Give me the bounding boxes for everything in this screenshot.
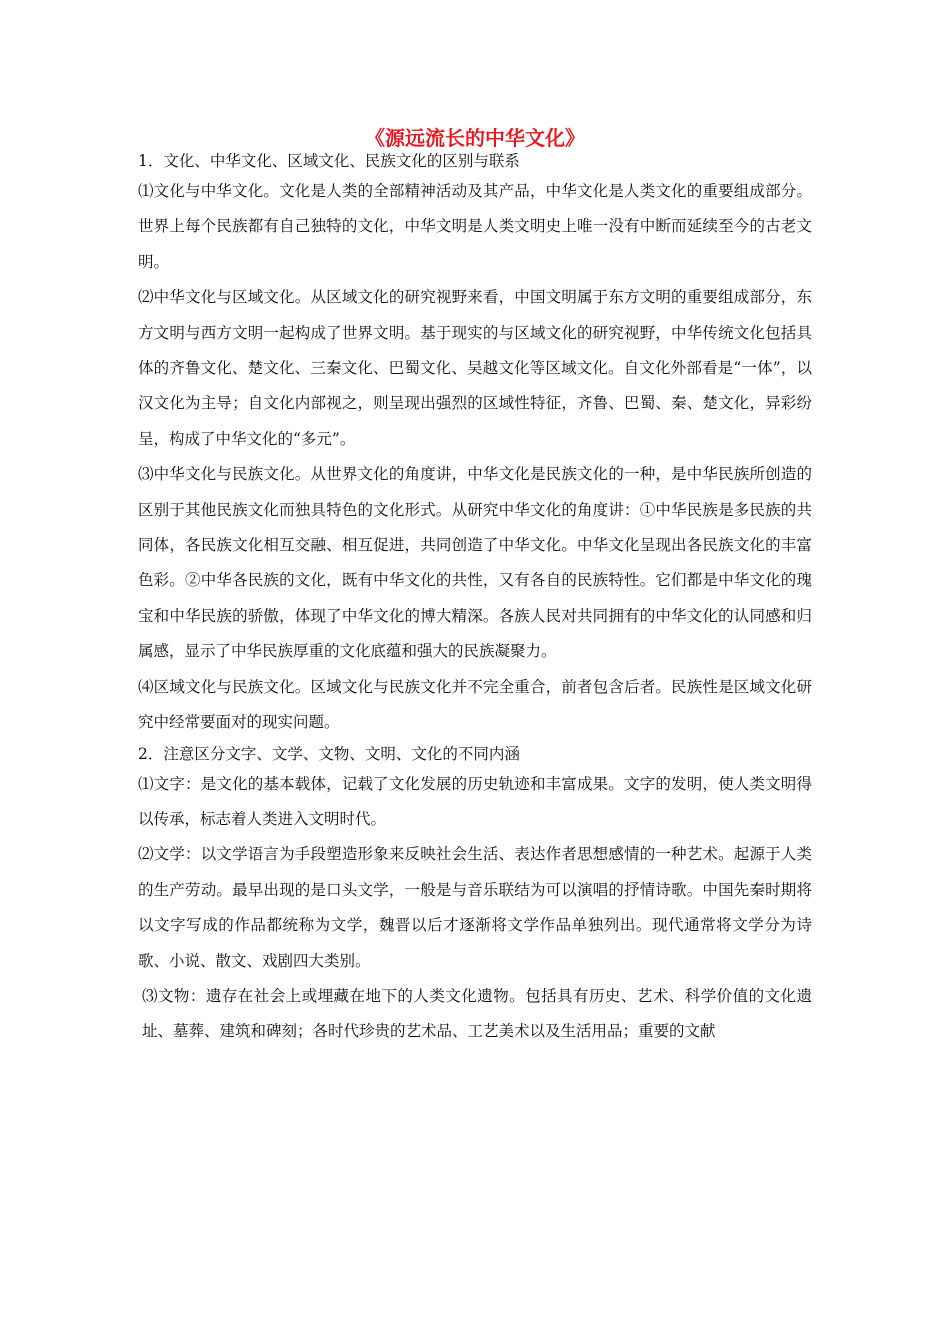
paragraph: ⑵中华文化与区域文化。从区域文化的研究视野来看，中国文明属于东方文明的重要组成部分，东方文明与西方文明一起构成了世界文明。基于现实的与区域文化的研究视野，中华传统文化包括具体的齐鲁文化、楚文化、三秦文化、巴蜀文化、吴越文化等区域文化。自文化外部看是“一体”，以汉文化为主导；自文化内部视之，则呈现出强烈的区域性特征，齐鲁、巴蜀、秦、楚文化，异彩纷呈，构成了中华文化的“多元”。: [138, 288, 812, 448]
paragraph: ⑷区域文化与民族文化。区域文化与民族文化并不完全重合，前者包含后者。民族性是区域文化研究中经常要面对的现实问题。: [138, 677, 812, 732]
section-2: [138, 741, 812, 1050]
section-heading: 2．注意区分文字、文学、文物、文明、文化的不同内涵: [138, 744, 520, 763]
section-heading: 1．文化、中华文化、区域文化、民族文化的区别与联系: [138, 152, 520, 170]
document-title: 《源远流长的中华文化》: [365, 126, 585, 150]
section-1: [138, 148, 812, 741]
document-body: [138, 148, 812, 1050]
paragraph: ⑴文化与中华文化。文化是人类的全部精神活动及其产品，中华文化是人类文化的重要组成部分。世界上每个民族都有自己独特的文化，中华文明是人类文明史上唯一没有中断而延续至今的古老文明。: [138, 182, 812, 271]
paragraph: ⑶文物：遗存在社会上或埋藏在地下的人类文化遗物。包括具有历史、艺术、科学价值的文化遗址、墓葬、建筑和碑刻；各时代珍贵的艺术品、工艺美术以及生活用品；重要的文献: [142, 986, 812, 1041]
paragraph: ⑴文字：是文化的基本载体，记载了文化发展的历史轨迹和丰富成果。文字的发明，使人类文明得以传承，标志着人类进入文明时代。: [138, 774, 812, 828]
paragraph: ⑵文学：以文学语言为手段塑造形象来反映社会生活、表达作者思想感情的一种艺术。起源于人类的生产劳动。最早出现的是口头文学，一般是与音乐联结为可以演唱的抒情诗歌。中国先秦时期将以文字写成的作品都统称为文学，魏晋以后才逐渐将文学作品单独列出。现代通常将文学分为诗歌、小说、散文、戏剧四大类别。: [138, 845, 812, 970]
paragraph: ⑶中华文化与民族文化。从世界文化的角度讲，中华文化是民族文化的一种，是中华民族所创造的区别于其他民族文化而独具特色的文化形式。从研究中华文化的角度讲：①中华民族是多民族的共同体，各民族文化相互交融、相互促进，共同创造了中华文化。中华文化呈现出各民族文化的丰富色彩。②中华各民族的文化，既有中华文化的共性，又有各自的民族特性。它们都是中华文化的瑰宝和中华民族的骄傲，体现了中华文化的博大精深。各族人民对共同拥有的中华文化的认同感和归属感，显示了中华民族厚重的文化底蕴和强大的民族凝聚力。: [138, 465, 812, 661]
